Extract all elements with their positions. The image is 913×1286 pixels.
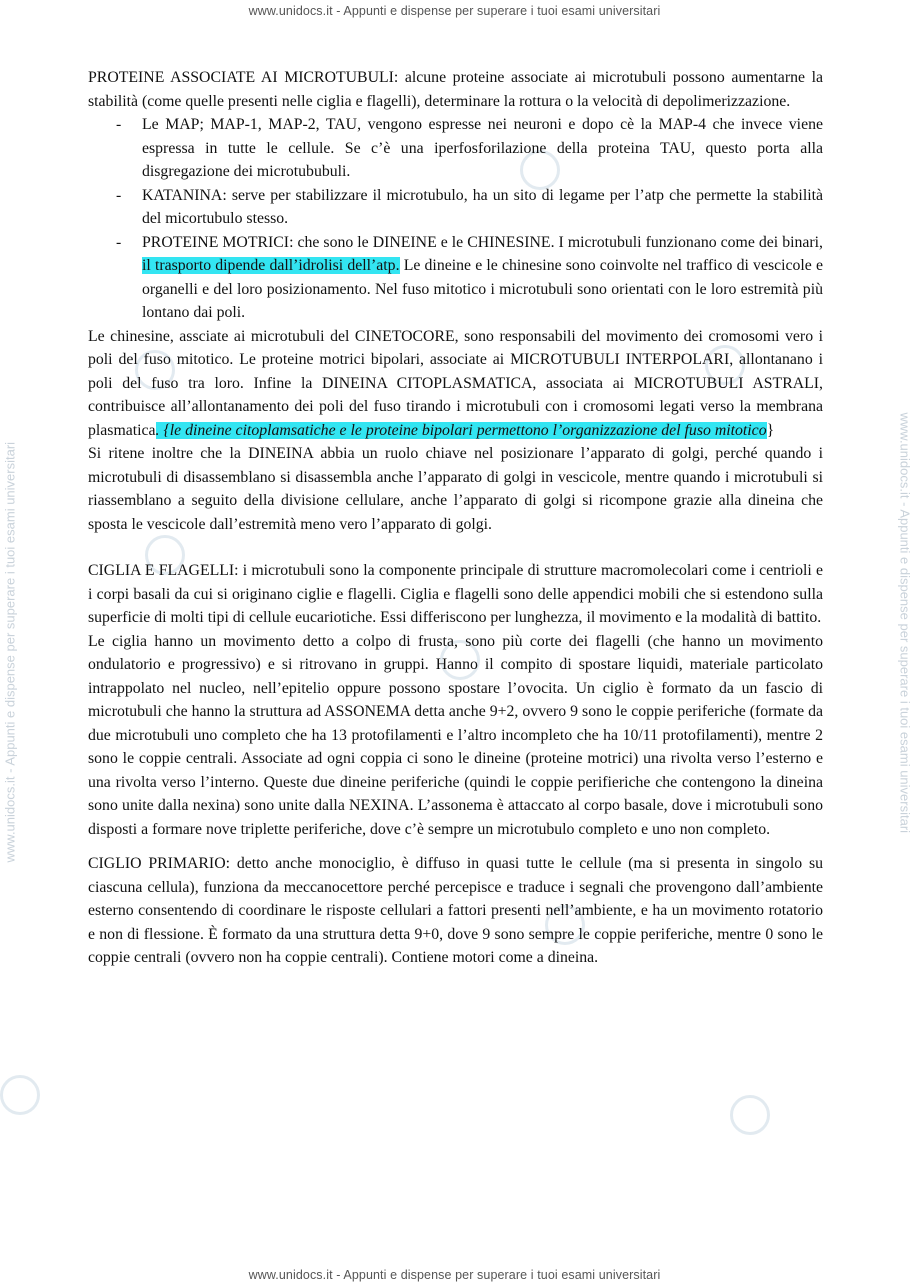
watermark-header (0, 4, 909, 18)
highlight-atp: il trasporto dipende dall’idrolisi dell’atp. (142, 257, 400, 274)
protein-list (88, 113, 823, 325)
chinesine-paragraph (88, 325, 823, 443)
highlight-fuso-mitotico: . {le dineine citoplamsatiche e le proteine bipolari permettono l’organizzazione del fuso mitotico (155, 421, 767, 439)
watermark-logo-icon (730, 1095, 770, 1135)
ciglia-movimento-paragraph: Le ciglia hanno un movimento detto a colpo di frusta, sono più corte dei flagelli (che hanno un movimento ondulatorio e progressivo) e si ritrovano in gruppi. Hanno il compito di spostare liquidi, materiale particolato intrappolato nel nucleo, nell’epitelio oppure possono spostare l’ovocita. Un ciglio è formato da un fascio di microtubuli che hanno la struttura ad ASSONEMA detta anche 9+2, ovvero 9 sono le coppie periferiche (formate da due microtubuli uno completo che ha 13 protofilamenti e l’altro incompleto che ha 10/11 protofilamenti), mentre 2 sono le coppie centrali. Associate ad ogni coppia ci sono le dineine (proteine motrici) una rivolta verso l’esterno e una rivolta verso l’interno. Queste due dineine periferiche (quindi le coppie perifieriche che contengono la dineina sono unite dalla nexina) sono unite dalla NEXINA. L’assonema è attaccato al corpo basale, dove i microtubuli sono disposti a formare nove triplette periferiche, dove c’è sempre un microtubulo completo e uno non completo. (88, 632, 823, 838)
list-item-map: - Le MAP; MAP-1, MAP-2, TAU, vengono espresse nei neuroni e dopo cè la MAP-4 che invece viene espressa in tutte le cellule. Se c’è una iperfosforilazione della proteina TAU, questo porta alla disgregazione dei microtububuli. (88, 113, 823, 184)
watermark-footer (0, 1268, 909, 1282)
ciglia-flagelli-paragraph: CIGLIA E FLAGELLI: i microtubuli sono la componente principale di strutture macromolecolari come i centrioli e i corpi basali da cui si originano ciglie e flagelli. Ciglia e flagelli sono delle appendici mobili che si estendono sulla superficie di molti tipi di cellule eucariotiche. Essi differiscono per lunghezza, il movimento e la modalità di battito. (88, 562, 823, 626)
watermark-left: www.unidocs.it - Appunti e dispense per superare i tuoi esami universitari (2, 441, 18, 863)
golgi-paragraph: Si ritene inoltre che la DINEINA abbia un ruolo chiave nel posizionare l’apparato di golgi, perché quando i microtubuli di disassemblano si disassembla anche l’apparato di golgi in vescicole, mentre quando i microtubuli si riassemblano a seguito della divisione cellulare, anche l’apparato di golgi si ricompone grazie alla dineina che sposta le vescicole dall’estremità meno vero l’apparato di golgi. (88, 445, 823, 533)
watermark-logo-icon (0, 1075, 40, 1115)
ciglio-primario-paragraph: CIGLIO PRIMARIO: detto anche monociglio, è diffuso in quasi tutte le cellule (ma si presenta in singolo su ciascuna cellula), funziona da meccanocettore perché percepisce e traduce i segnali che provengono dall’ambiente esterno consentendo di coordinare le risposte cellulari a fattori presenti nell’ambiente, e ha un movimento rotatorio e non di flessione. È formato da una struttura detta 9+0, dove 9 sono sempre le coppie periferiche, mentre 0 sono le coppie centrali (ovvero non ha coppie centrali). Contiene motori come a dineina. (88, 855, 823, 966)
section-spacer (88, 841, 823, 852)
watermark-footer-text: www.unidocs.it - Appunti e dispense per superare i tuoi esami universitari (248, 1268, 661, 1282)
list-item-proteine-motrici (88, 231, 823, 325)
section-spacer (88, 536, 823, 559)
watermark-header-text: www.unidocs.it - Appunti e dispense per superare i tuoi esami universitari (248, 4, 661, 18)
chinesine-close-brace: } (766, 421, 775, 439)
list-item-katanina: - KATANINA: serve per stabilizzare il microtubulo, ha un sito di legame per l’atp che permette la stabilità del micortubulo stesso. (88, 184, 823, 231)
document-body (88, 66, 823, 970)
motori-text-after: Le dineine e le chinesine sono coinvolte nel traffico di vescicole e organelli e del loro posizionamento. Nel fuso mitotico i microtubuli sono orientati con le loro estremità più lontano dai poli. (142, 257, 823, 321)
watermark-right: www.unidocs.it - Appunti e dispense per superare i tuoi esami universitari (897, 412, 913, 834)
chinesine-text: Le chinesine, assciate ai microtubuli del CINETOCORE, sono responsabili del movimento dei cromosomi vero i poli del fuso mitotico. Le proteine motrici bipolari, associate ai MICROTUBULI INTERPOLARI, allontanano i poli del fuso tra loro. Infine la DINEINA CITOPLASMATICA, associata ai MICROTUBULI ASTRALI, contribuisce all’allontanamento dei poli del fuso tirando i microtubuli con i cromosomi legati verso la membrana plasmatica (88, 327, 823, 439)
motori-text-before: PROTEINE MOTRICI: che sono le DINEINE e le CHINESINE. I microtubuli funzionano come dei binari, (142, 233, 823, 251)
map-intro-paragraph: PROTEINE ASSOCIATE AI MICROTUBULI: alcune proteine associate ai microtubuli possono aumentarne la stabilità (come quelle presenti nelle ciglia e flagelli), determinare la rottura o la velocità di depolimerizzazione. (88, 69, 823, 110)
